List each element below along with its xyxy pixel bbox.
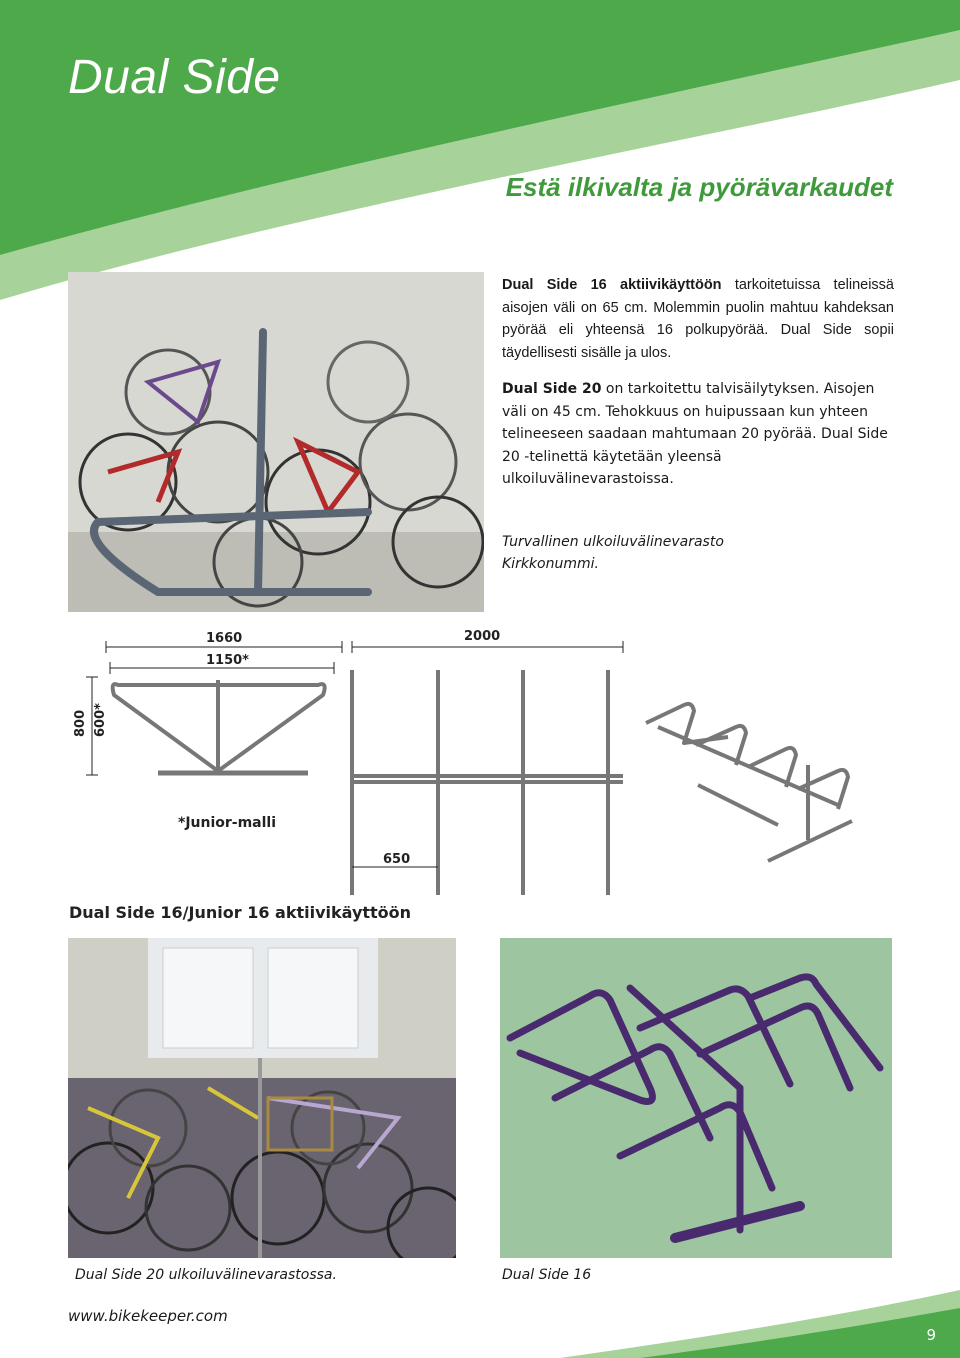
dim-2000: 2000 [464, 629, 501, 644]
paragraph-dual-side-16 [502, 274, 894, 364]
dim-1660: 1660 [206, 631, 243, 646]
technical-drawing [68, 625, 892, 905]
photo3-caption: Dual Side 16 [502, 1267, 592, 1283]
photo-dual-side-storage [68, 272, 484, 612]
dim-1150: 1150* [206, 653, 249, 668]
photo-dual-side-16-rack [500, 938, 892, 1258]
drawing-title: Dual Side 16/Junior 16 aktiivikäyttöön [69, 903, 412, 922]
photo-dual-side-20-storage [68, 938, 456, 1258]
paragraph-dual-side-16-lead: Dual Side 16 aktiivikäyttöön [502, 277, 722, 293]
photo1-caption [502, 531, 724, 575]
photo1-caption-line1: Turvallinen ulkoiluvälinevarasto [502, 534, 724, 550]
photo2-caption: Dual Side 20 ulkoiluvälinevarastossa. [75, 1267, 337, 1283]
paragraph-dual-side-20-lead: Dual Side 20 [502, 381, 602, 397]
dim-650: 650 [383, 852, 411, 867]
photo1-caption-line2: Kirkkonummi. [502, 556, 599, 572]
paragraph-dual-side-20-text: on tarkoitettu talvisäilytyksen. Aisojen väli on 45 cm. Tehokkuus on huipussaan kun yhteen telineeseen saadaan mahtumaan 20 pyörää. Dual Side 20 -telinettä käytetään yleensä ulkoiluvälinevarastoissa. [502, 381, 888, 487]
page-title: Dual Side [68, 51, 281, 104]
junior-note: *Junior-malli [178, 815, 277, 831]
paragraph-dual-side-16-text: tarkoitetuissa telineissä aisojen väli on 65 cm. Molemmin puolin mahtuu kahdeksan pyörää eli yhteensä 16 polkupyörää. Dual Side sopii täydellisesti sisälle ja ulos. [502, 277, 894, 361]
page-number: 9 [926, 1326, 936, 1344]
website-link[interactable]: www.bikekeeper.com [68, 1307, 228, 1325]
paragraph-dual-side-20 [502, 378, 894, 491]
dim-600: 600* [93, 703, 108, 737]
dim-800: 800 [73, 709, 88, 737]
page-subtitle: Estä ilkivalta ja pyörävarkaudet [505, 172, 893, 202]
